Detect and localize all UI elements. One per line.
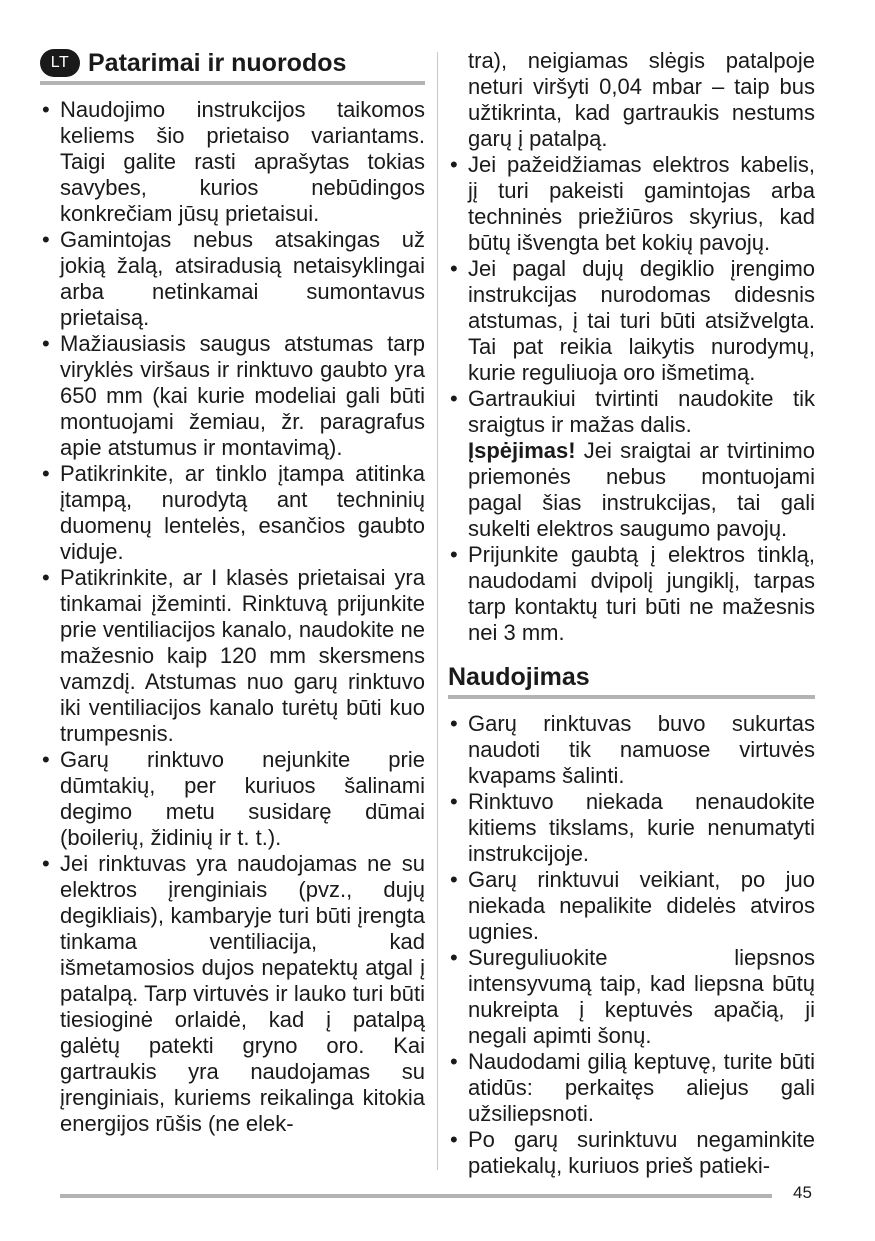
section-title-usage: Naudojimas [448, 663, 590, 691]
list-item: • Sureguliuokite liepsnos intensyvumą taip, kad liepsna būtų nukreipta į keptuvės apačią, ji negali apimti šonų. [448, 945, 815, 1049]
continued-paragraph: tra), neigiamas slėgis patalpoje neturi viršyti 0,04 mbar – taip bus užtikrinta, kad gartraukis nestums garų į patalpą. [468, 48, 815, 151]
list-item: • Gamintojas nebus atsakingas už jokią žalą, atsiradusią netaisyklingai arba netinkamai sumontavus prietaisą. [40, 227, 425, 331]
section-heading-tips [40, 48, 425, 85]
list-item: • Jei pažeidžiamas elektros kabelis, jį turi pakeisti gamintojas arba techninės priežiūros skyrius, kad būtų išvengta bet kokių pavojų. [448, 152, 815, 256]
list-item: • Patikrinkite, ar tinklo įtampa atitinka įtampą, nurodytą ant techninių duomenų lentelės, esančios gaubto viduje. [40, 461, 425, 565]
column-divider [437, 52, 438, 1170]
warning-text: Jei sraigtai ar tvirtinimo priemonės nebus montuojami pagal šias instrukcijas, tai gali sukelti elektros saugumo pavojų. [468, 438, 815, 541]
language-badge: LT [40, 49, 80, 77]
usage-list [448, 711, 815, 1179]
list-item: • Patikrinkite, ar I klasės prietaisai yra tinkamai įžeminti. Rinktuvą prijunkite prie ventiliacijos kanalo, naudokite ne mažesnio kaip 120 mm skersmens vamzdį. Atstumas nuo garų rinktuvo iki ventiliacijos kanalo turėtų būti kuo trumpesnis. [40, 565, 425, 747]
section-heading-usage [448, 662, 815, 699]
page-number: 45 [793, 1183, 812, 1202]
list-item: • Po garų surinktuvu negaminkite patiekalų, kuriuos prieš patieki- [448, 1127, 815, 1179]
list-item: • Naudojimo instrukcijos taikomos keliems šio prietaiso variantams. Taigi galite rasti aprašytas tokias savybes, kurios nebūdingos konkrečiam jūsų prietaisui. [40, 97, 425, 227]
list-item: • Garų rinktuvui veikiant, po juo niekada nepalikite didelės atviros ugnies. [448, 867, 815, 945]
list-item: • Prijunkite gaubtą į elektros tinklą, naudodami dvipolį jungiklį, tarpas tarp kontaktų turi būti ne mažesnis nei 3 mm. [448, 542, 815, 646]
list-item: • Jei pagal dujų degiklio įrengimo instrukcijas nurodomas didesnis atstumas, į tai turi būti atsižvelgta. Tai pat reikia laikytis nurodymų, kurie reguliuoja oro išmetimą. [448, 256, 815, 386]
left-column [40, 48, 425, 1137]
footer-rule [60, 1194, 772, 1198]
list-item: • Naudodami gilią keptuvę, turite būti atidūs: perkaitęs aliejus gali užsiliepsnoti. [448, 1049, 815, 1127]
list-item: • Garų rinktuvo nejunkite prie dūmtakių, per kuriuos šalinami degimo metu susidarę dūmai (boilerių, židinių ir t. t.). [40, 747, 425, 851]
list-item: • Jei rinktuvas yra naudojamas ne su elektros įrenginiais (pvz., dujų degikliais), kambaryje turi būti įrengta tinkama ventiliacija, kad išmetamosios dujos nepatektų atgal į patalpą. Tarp virtuvės ir lauko turi būti tiesioginė orlaidė, kad į patalpą galėtų patekti gryno oro. Kai gartraukis yra naudojamas su įrenginiais, kuriems reikalinga kitokia energijos rūšis (ne elek- [40, 851, 425, 1137]
tips-list-right [448, 152, 815, 438]
warning-label: Įspėjimas! [468, 438, 576, 463]
list-item: • Gartraukiui tvirtinti naudokite tik sraigtus ir mažas dalis. [448, 386, 815, 438]
list-item: • Garų rinktuvas buvo sukurtas naudoti tik namuose virtuvės kvapams šalinti. [448, 711, 815, 789]
warning-paragraph [448, 438, 815, 542]
section-title-tips: Patarimai ir nuorodos [88, 49, 347, 77]
list-item: • Rinktuvo niekada nenaudokite kitiems tikslams, kurie nenumatyti instrukcijoje. [448, 789, 815, 867]
tips-list-right-after [448, 542, 815, 646]
right-column [448, 48, 815, 1179]
tips-list-left [40, 97, 425, 1137]
list-item: • Mažiausiasis saugus atstumas tarp viryklės viršaus ir rinktuvo gaubto yra 650 mm (kai kurie modeliai gali būti montuojami žemiau, žr. paragrafus apie atstumus ir montavimą). [40, 331, 425, 461]
